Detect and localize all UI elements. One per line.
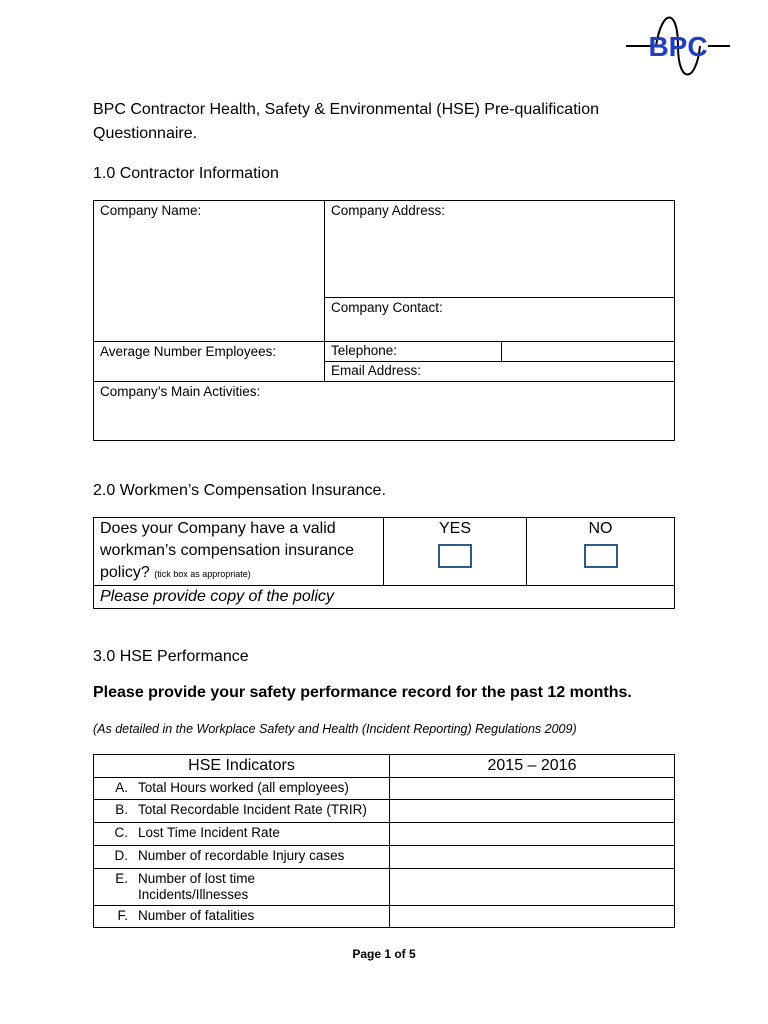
indicator-row-e <box>94 869 390 906</box>
telephone-label-cell <box>325 342 502 362</box>
yes-checkbox[interactable] <box>438 544 472 568</box>
page-footer: Page 1 of 5 <box>352 947 416 961</box>
no-checkbox[interactable] <box>584 544 618 568</box>
row-letter: F. <box>117 908 128 923</box>
compensation-question-cell <box>94 518 384 586</box>
telephone-label: Telephone: <box>331 343 398 358</box>
main-activities-cell[interactable] <box>94 382 675 441</box>
indicator-row-f <box>94 906 390 928</box>
yes-label: YES <box>438 520 471 537</box>
row-label: Total Hours worked (all employees) <box>138 780 349 795</box>
section3-instruction: Please provide your safety performance record for the past 12 months. <box>93 684 632 701</box>
avg-employees-cell[interactable] <box>94 342 325 382</box>
indicator-row-c <box>94 823 390 846</box>
indicator-row-a <box>94 778 390 800</box>
company-name-label: Company Name: <box>100 203 202 218</box>
indicator-value-a[interactable] <box>390 778 675 800</box>
compensation-table <box>93 517 675 609</box>
section1-heading: 1.0 Contractor Information <box>93 165 279 182</box>
email-cell[interactable] <box>325 362 675 382</box>
section2-heading: 2.0 Workmen’s Compensation Insurance. <box>93 482 386 499</box>
indicator-value-c[interactable] <box>390 823 675 846</box>
row-letter: B. <box>115 802 128 817</box>
hse-indicators-header: HSE Indicators <box>94 755 390 778</box>
indicator-row-b <box>94 800 390 823</box>
email-label: Email Address: <box>331 363 422 378</box>
company-address-cell[interactable] <box>325 201 675 298</box>
row-label: Total Recordable Incident Rate (TRIR) <box>138 802 367 817</box>
hse-indicators-table <box>93 754 675 928</box>
compensation-question: Does your Company have a valid workman’s compensation insurance policy? <box>100 520 355 581</box>
section3-note: (As detailed in the Workplace Safety and Health (Incident Reporting) Regulations 2009) <box>93 722 577 736</box>
provide-copy-cell <box>94 586 675 609</box>
indicator-value-b[interactable] <box>390 800 675 823</box>
period-header: 2015 – 2016 <box>390 755 675 778</box>
main-activities-label: Company’s Main Activities: <box>100 384 261 399</box>
telephone-value-cell[interactable] <box>502 342 675 362</box>
indicator-value-d[interactable] <box>390 846 675 869</box>
provide-copy-text: Please provide copy of the policy <box>100 588 334 605</box>
row-letter: C. <box>114 825 128 840</box>
row-letter: D. <box>114 848 128 863</box>
company-contact-label: Company Contact: <box>331 300 443 315</box>
company-contact-cell[interactable] <box>325 298 675 342</box>
avg-employees-label: Average Number Employees: <box>100 344 277 359</box>
no-cell <box>527 518 675 586</box>
bpc-logo <box>626 12 730 84</box>
row-label: Lost Time Incident Rate <box>138 825 280 840</box>
tick-note: (tick box as appropriate) <box>154 569 251 579</box>
row-label: Number of fatalities <box>138 908 255 923</box>
row-label: Number of recordable Injury cases <box>138 848 345 863</box>
indicator-row-d <box>94 846 390 869</box>
row-label: Number of lost time Incidents/Illnesses <box>138 871 256 902</box>
indicator-value-e[interactable] <box>390 869 675 906</box>
section3-heading: 3.0 HSE Performance <box>93 648 249 665</box>
logo-text: BPC <box>648 31 708 62</box>
company-address-label: Company Address: <box>331 203 446 218</box>
yes-cell <box>384 518 527 586</box>
row-letter: E. <box>115 871 128 886</box>
row-letter: A. <box>115 780 128 795</box>
document-title: BPC Contractor Health, Safety & Environmental (HSE) Pre-qualification Questionnaire. <box>93 101 599 142</box>
contractor-info-table <box>93 200 675 441</box>
no-label: NO <box>588 520 613 537</box>
company-name-cell[interactable] <box>94 201 325 342</box>
indicator-value-f[interactable] <box>390 906 675 928</box>
